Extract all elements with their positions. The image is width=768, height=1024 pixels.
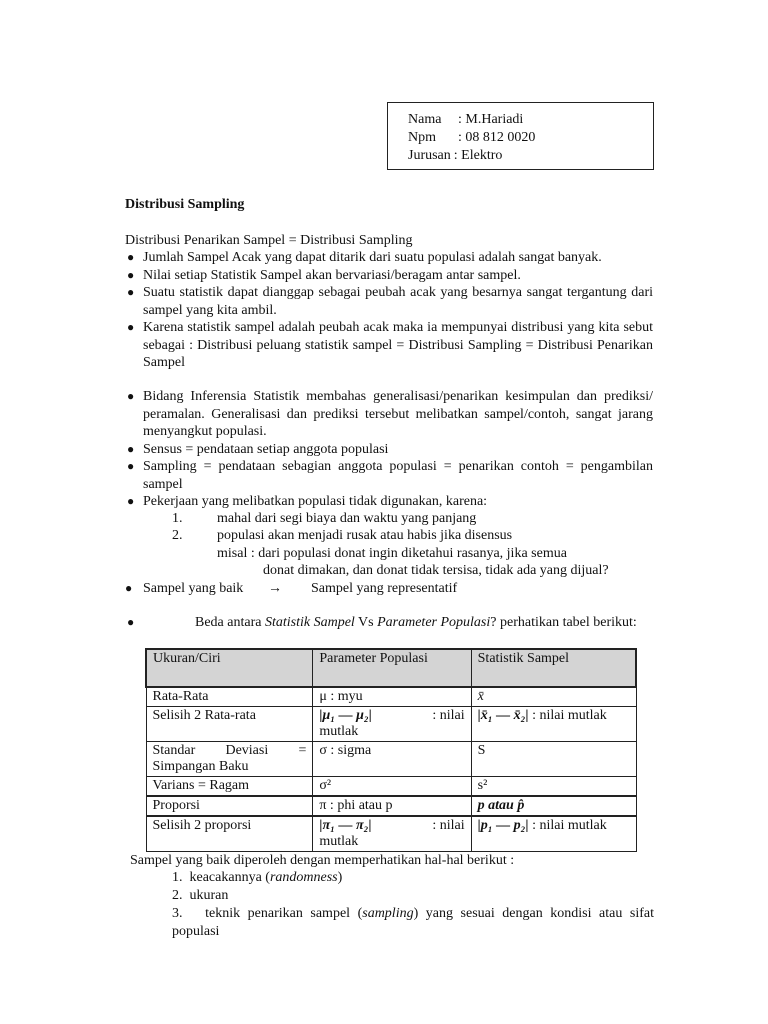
bullet-icon: ● xyxy=(127,459,135,473)
table-cell: Proporsi xyxy=(146,796,313,816)
table-cell: s² xyxy=(471,777,636,797)
list-item: ● Suatu statistik dapat dianggap sebagai peubah acak yang besarnya sangat tergantung dari sampel yang kita ambil. xyxy=(127,285,653,318)
table-cell: p atau p̂ xyxy=(471,796,636,816)
list-item: 1. keacakannya (randomness) xyxy=(172,870,343,885)
jurusan-row xyxy=(408,147,653,165)
list-item: ● Bidang Inferensia Statistik membahas generalisasi/penarikan kesimpulan dan prediksi/ peramalan. Generalisasi dan prediksi tersebut melibatkan sampel/contoh, sangat jarang menyangkut populasi. xyxy=(127,389,653,439)
header-cell: Ukuran/Ciri xyxy=(146,649,313,687)
table-row xyxy=(146,796,636,816)
table-cell: |π₁ — π₂| : nilai mutlak xyxy=(313,816,471,852)
good-sample-line: ● Sampel yang baik → Sampel yang representatif xyxy=(125,581,458,596)
table-cell: |μ₁ — μ₂| : nilai mutlak xyxy=(313,707,471,742)
compare-paragraph: ● Beda antara Statistik Sampel Vs Parameter Populasi? perhatikan tabel berikut: xyxy=(127,615,637,630)
table-row xyxy=(146,707,636,742)
npm-label: Npm xyxy=(408,130,436,145)
name-value: : M.Hariadi xyxy=(458,112,524,127)
bullet-icon: ● xyxy=(127,494,135,508)
table-cell: Rata-Rata xyxy=(146,687,313,707)
bullet-icon: ● xyxy=(127,250,135,264)
table-cell: Selisih 2 Rata-rata xyxy=(146,707,313,742)
document-title: Distribusi Sampling xyxy=(125,197,245,212)
list-item: ● Sampling = pendataan sebagian anggota populasi = penarikan contoh = pengambilan sampel xyxy=(127,459,653,492)
bullet-icon: ● xyxy=(127,441,135,456)
table-cell: |p₁ — p₂| : nilai mutlak xyxy=(471,816,636,852)
list-item: ● Nilai setiap Statistik Sampel akan bervariasi/beragam antar sampel. xyxy=(127,267,521,283)
list-item: ● Jumlah Sampel Acak yang dapat ditarik dari suatu populasi adalah sangat banyak. xyxy=(127,250,602,265)
footer-intro: Sampel yang baik diperoleh dengan memperhatikan hal-hal berikut : xyxy=(130,853,515,868)
intro-line: Distribusi Penarikan Sampel = Distribusi Sampling xyxy=(125,233,413,248)
bullet-icon: ● xyxy=(127,389,135,403)
table-cell: |x̄₁ — x̄₂| : nilai mutlak xyxy=(471,707,636,742)
name-row xyxy=(408,111,653,129)
list-item: ● Sensus = pendataan setiap anggota populasi xyxy=(127,441,389,457)
list-item: 2. ukuran xyxy=(172,888,229,903)
table-cell: Selisih 2 proporsi xyxy=(146,816,313,852)
table-cell: μ : myu xyxy=(313,687,471,707)
bullet-icon: ● xyxy=(127,285,135,299)
list-item: ● Karena statistik sampel adalah peubah acak maka ia mempunyai distribusi yang kita sebut sebagai : Distribusi peluang statistik sampel = Distribusi Sampling = Distribusi Penarikan Sampel xyxy=(127,320,653,370)
header-cell: Parameter Populasi xyxy=(313,649,471,687)
table-cell: Varians = Ragam xyxy=(146,777,313,797)
table-cell: σ : sigma xyxy=(313,742,471,777)
name-label: Nama xyxy=(408,112,442,127)
table-row xyxy=(146,777,636,797)
bullet-icon: ● xyxy=(127,320,135,334)
statistik-sampel-term: Statistik Sampel xyxy=(264,615,355,630)
list-item: 3. teknik penarikan sampel (sampling) yang sesuai dengan kondisi atau sifat populasi xyxy=(172,906,654,939)
bullet-list-1 xyxy=(125,249,653,372)
bullet-icon: ● xyxy=(127,267,135,282)
table-cell: σ² xyxy=(313,777,471,797)
header-cell: Statistik Sampel xyxy=(471,649,636,687)
bullet-list-2 xyxy=(125,388,653,511)
jurusan-label: Jurusan xyxy=(408,148,451,163)
table-cell: π : phi atau p xyxy=(313,796,471,816)
table-cell: x̄ xyxy=(471,687,636,707)
example-line-1: misal : dari populasi donat ingin diketahui rasanya, jika semua xyxy=(217,546,567,561)
bullet-icon: ● xyxy=(125,581,133,595)
list-item: ● Pekerjaan yang melibatkan populasi tidak digunakan, karena: xyxy=(127,494,488,509)
reason-2: 2. populasi akan menjadi rusak atau habis jika disensus xyxy=(172,528,513,543)
reason-1: 1. mahal dari segi biaya dan waktu yang panjang xyxy=(172,511,477,526)
arrow-right-icon: → xyxy=(268,581,282,596)
npm-value: : 08 812 0020 xyxy=(458,130,536,145)
footer-list xyxy=(172,869,654,941)
table-row xyxy=(146,742,636,777)
bullet-icon: ● xyxy=(127,615,135,629)
table-cell: Standar Deviasi = Simpangan Baku xyxy=(146,742,313,777)
identity-box xyxy=(387,102,654,170)
parameter-populasi-term: Parameter Populasi xyxy=(377,615,491,630)
comparison-table xyxy=(145,648,637,852)
table-row xyxy=(146,816,636,852)
jurusan-value: : Elektro xyxy=(453,148,503,163)
table-row xyxy=(146,687,636,707)
example-line-2: donat dimakan, dan donat tidak tersisa, tidak ada yang dijual? xyxy=(263,563,609,578)
npm-row xyxy=(408,129,653,147)
table-header-row xyxy=(146,649,636,687)
table-cell: S xyxy=(471,742,636,777)
